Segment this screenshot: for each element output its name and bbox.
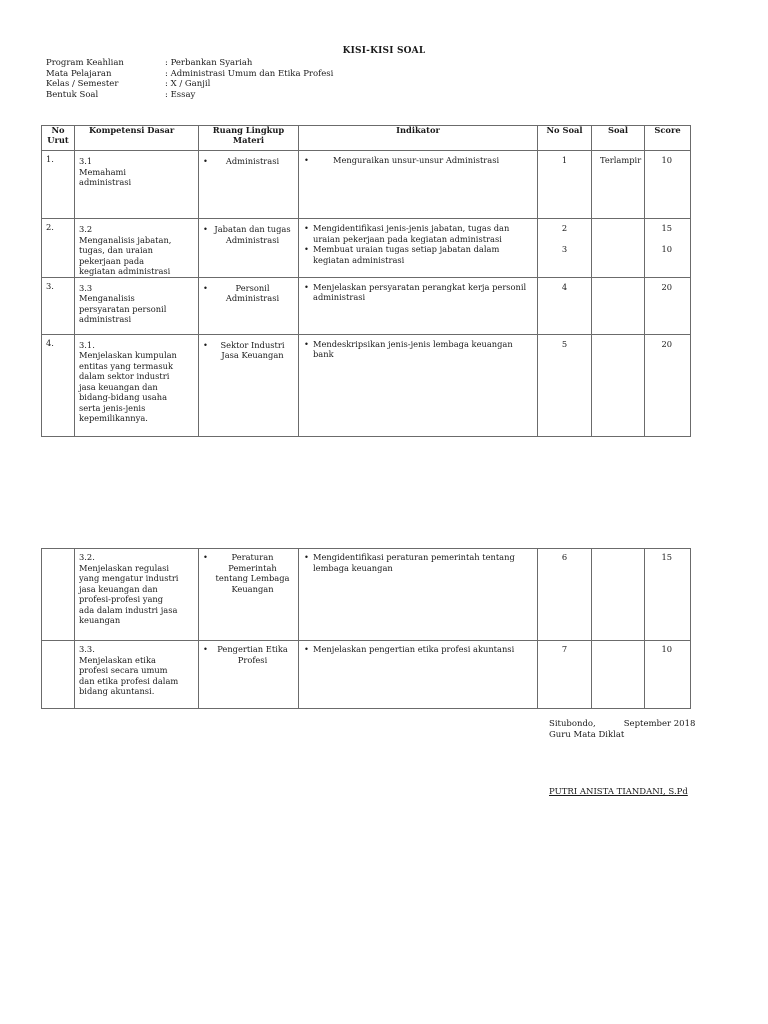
indikator-text: Mendeskripsikan jenis-jenis lembaga keuangan bank [313,338,513,359]
table-row [42,219,691,278]
kd-text: Menjelaskan kumpulan entitas yang termasuk dalam sektor industri jasa keuangan dan bidang-bidang usaha serta jenis-jenis kepemilikannya. [79,350,177,423]
kompetensi-cell [75,549,199,641]
ruang-text: Pengertian Etika Profesi [217,644,288,665]
row-number: 4. [42,334,75,436]
indikator-text: Menjelaskan persyaratan perangkat kerja personil administrasi [313,281,527,302]
header-ruang: Ruang Lingkup Materi [199,126,299,151]
signature-block [549,719,695,741]
soal-cell [592,549,645,641]
kd-text: Menjelaskan regulasi yang mengatur industri jasa keuangan dan profesi-profesi yang ada dalam industri jasa keuangan [79,562,179,625]
meta-value: : X / Ganjil [165,79,211,89]
ruang-cell [199,334,299,436]
kompetensi-cell [75,277,199,334]
soal-cell [592,219,645,278]
bullet-icon: • [203,644,208,654]
row-number: 3. [42,277,75,334]
document-title: KISI-KISI SOAL [342,46,426,56]
bullet-icon: • [203,156,208,166]
kd-number: 3.1 [79,156,93,166]
header-no-soal: No Soal [538,126,592,151]
no-soal-cell: 1 [538,151,592,219]
bullet-icon: • [304,552,309,562]
soal-cell [592,334,645,436]
score-cell: 20 [645,277,691,334]
score-cell: 10 [645,641,691,709]
ruang-cell [199,641,299,709]
kompetensi-cell [75,219,199,278]
ruang-cell [199,549,299,641]
indikator-cell [299,219,538,278]
score-cell [645,219,691,278]
kd-number: 3.3 [79,282,93,293]
bullet-icon: • [203,282,208,293]
signature-name: PUTRI ANISTA TIANDANI, S.Pd [549,787,688,797]
indikator-cell [299,641,538,709]
no-soal-cell: 7 [538,641,592,709]
kd-number: 3.3. [79,644,95,654]
ruang-text: Jabatan dan tugas Administrasi [214,224,291,245]
indikator-text: Membuat uraian tugas setiap jabatan dalam kegiatan administrasi [313,244,500,265]
score-cell: 20 [645,334,691,436]
kd-text: Menjelaskan etika profesi secara umum dan etika profesi dalam bidang akuntansi. [79,654,179,696]
kisi-table-1 [41,125,691,437]
kompetensi-cell [75,334,199,436]
no-soal-cell: 6 [538,549,592,641]
row-number [42,549,75,641]
kompetensi-cell [75,151,199,219]
meta-value: : Essay [165,89,196,100]
signature-date: September 2018 [623,719,696,729]
bullet-icon: • [304,244,309,254]
score-value: 15 [661,223,672,233]
table-header-row [42,126,691,151]
indikator-text: Menguraikan unsur-unsur Administrasi [333,155,500,165]
indikator-cell [299,151,538,219]
table-row [42,641,691,709]
bullet-icon: • [304,338,309,349]
indikator-cell [299,549,538,641]
table-row [42,334,691,436]
bullet-icon: • [304,223,309,233]
header-kompetensi: Kompetensi Dasar [75,126,199,151]
kd-text: Menganalisis jabatan, tugas, dan uraian pekerjaan pada kegiatan administrasi [79,234,172,276]
meta-value: : Perbankan Syariah [165,58,253,68]
soal-cell [592,641,645,709]
bullet-icon: • [203,224,208,234]
indikator-text: Mengidentifikasi jenis-jenis jabatan, tugas dan uraian pekerjaan pada kegiatan administrasi [313,223,510,244]
meta-value: : Administrasi Umum dan Etika Profesi [165,68,334,79]
kompetensi-cell [75,641,199,709]
no-soal-cell: 5 [538,334,592,436]
meta-label: Program Keahlian [46,58,124,68]
signature-place: Situbondo, [549,719,596,729]
table-row [42,549,691,641]
ruang-cell [199,219,299,278]
row-number [42,641,75,709]
soal-cell: Terlampir [592,151,645,219]
bullet-icon: • [304,155,309,165]
no-soal-cell: 4 [538,277,592,334]
kd-number: 3.2 [79,224,93,234]
table-row [42,277,691,334]
indikator-text: Mengidentifikasi peraturan pemerintah tentang lembaga keuangan [313,552,515,573]
no-soal-value: 3 [561,243,568,254]
meta-label: Kelas / Semester [46,79,119,89]
kd-number: 3.2. [79,552,95,562]
score-value: 10 [661,243,672,254]
header-no: No Urut [42,126,75,151]
meta-label: Bentuk Soal [46,89,99,100]
bullet-icon: • [304,644,309,654]
ruang-text: Peraturan Pemerintah tentang Lembaga Keuangan [215,552,290,594]
indikator-cell [299,277,538,334]
ruang-text: Sektor Industri Jasa Keuangan [220,339,285,360]
signature-role: Guru Mata Diklat [549,730,625,740]
soal-cell [592,277,645,334]
kd-number: 3.1. [79,339,95,350]
bullet-icon: • [304,281,309,292]
no-soal-value: 2 [561,223,568,233]
score-cell: 10 [645,151,691,219]
meta-label: Mata Pelajaran [46,68,112,79]
header-score: Score [645,126,691,151]
kd-text: Menganalisis persyaratan personil administrasi [79,293,167,324]
indikator-text: Menjelaskan pengertian etika profesi akuntansi [313,644,515,654]
row-number: 1. [42,151,75,219]
table-row [42,151,691,219]
kisi-table-2 [41,548,691,709]
bullet-icon: • [203,339,208,350]
no-soal-cell [538,219,592,278]
score-cell: 15 [645,549,691,641]
ruang-text: Administrasi [225,156,280,166]
signature-date-line [549,719,695,730]
ruang-cell [199,151,299,219]
header-indikator: Indikator [299,126,538,151]
indikator-cell [299,334,538,436]
header-soal: Soal [592,126,645,151]
bullet-icon: • [203,552,208,562]
row-number: 2. [42,219,75,278]
ruang-text: Personil Administrasi [225,282,280,303]
kd-text: Memahami administrasi [79,166,132,187]
ruang-cell [199,277,299,334]
